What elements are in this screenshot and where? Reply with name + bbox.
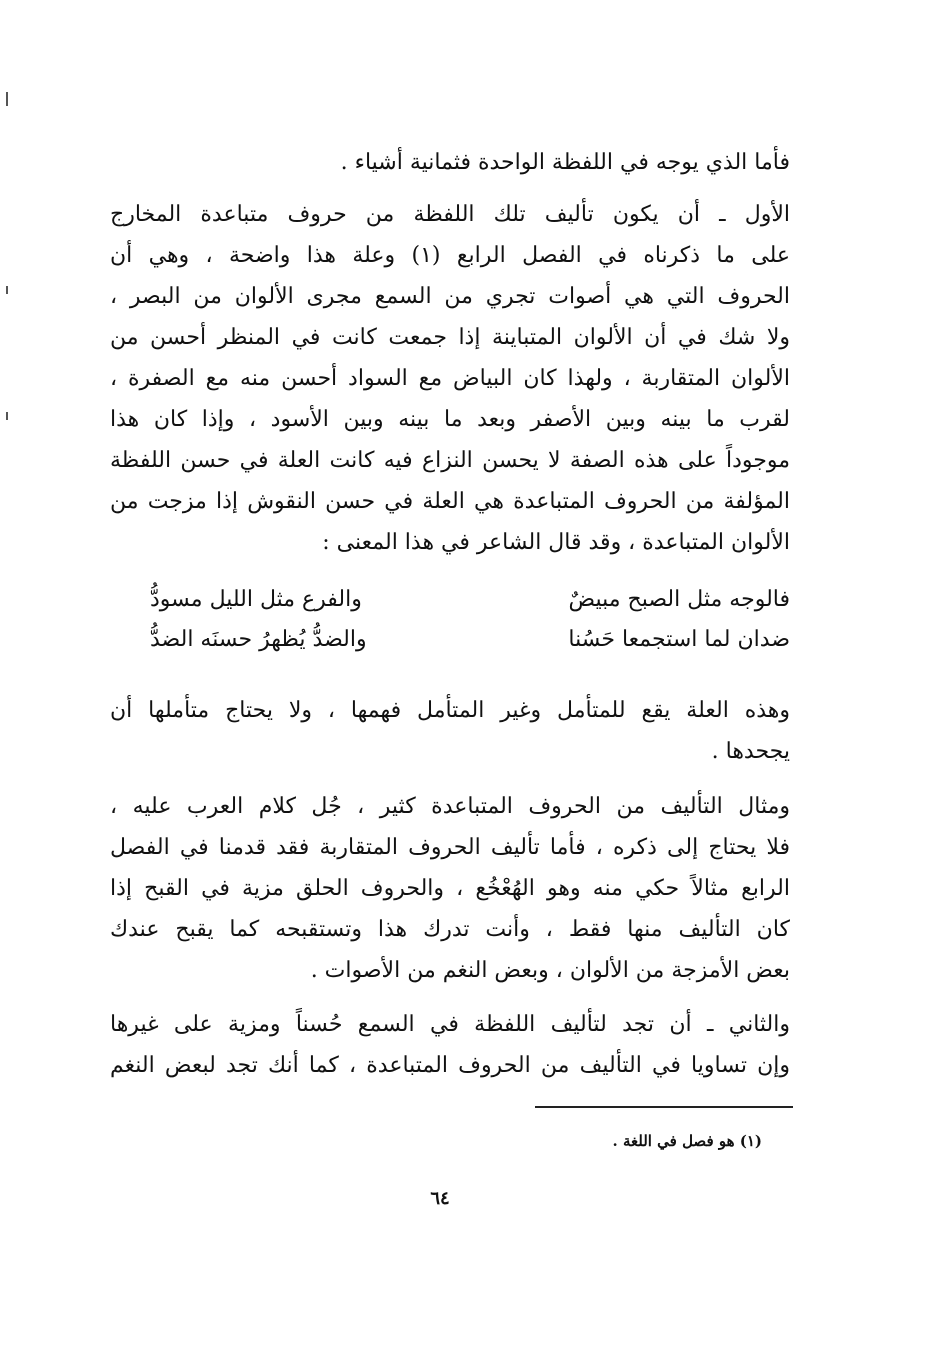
- text-line: ومثال التأليف من الحروف المتباعدة كثير ، جُل كلام العرب عليه ،: [110, 794, 790, 819]
- margin-mark: [6, 286, 8, 294]
- text-line: على ما ذكرناه في الفصل الرابع (١) وعلة هذا واضحة ، وهي أن: [110, 243, 790, 268]
- text-line: ولا شك في أن الألوان المتباينة إذا جمعت كانت في المنظر أحسن من: [110, 325, 790, 350]
- text-line: كان التأليف منها فقط ، وأنت تدرك هذا وتستقبحه كما يقبح عندك: [110, 917, 790, 942]
- verse-second-hemistich: والضدُّ يُظهرُ حسنَه الضدُّ: [150, 627, 367, 652]
- text-line: بعض الأمزجة من الألوان ، وبعض النغم من الأصوات .: [310, 958, 790, 983]
- text-line: الرابع مثالاً حكي منه وهو الهُعْخُع ، والحروف الحلق مزية في القبح إذا: [110, 876, 790, 901]
- paragraph-example: [110, 786, 790, 991]
- verse-first-hemistich: فالوجه مثل الصبح مبيضٌ: [568, 587, 790, 612]
- text-line: الألوان المتقاربة ، ولهذا كان البياض مع السواد أحسن منه مع الصفرة ،: [110, 366, 790, 391]
- intro-paragraph: [110, 142, 790, 183]
- text-line: وهذه العلة يقع للمتأمل وغير المتأمل فهمها ، ولا يحتاج متأملها أن: [110, 698, 790, 723]
- footnote: (١) هو فصل في اللغة .: [612, 1132, 762, 1150]
- paragraph-reason: [110, 690, 790, 772]
- poem-verse: [150, 620, 790, 660]
- poem-verses: [150, 580, 790, 660]
- text-line: المؤلفة من الحروف المتباعدة هي العلة في حسن النقوش إذا مزجت من: [110, 489, 790, 514]
- margin-mark: [6, 412, 8, 420]
- text-line: والثاني ـ أن تجد لتأليف اللفظة في السمع حُسناً ومزية على غيرها: [110, 1012, 790, 1037]
- verse-first-hemistich: ضدان لما استجمعا حَسُنا: [568, 627, 790, 652]
- text-line: وإن تساويا في التأليف من الحروف المتباعدة ، كما أنك تجد لبعض النغم: [110, 1053, 790, 1078]
- margin-mark: [6, 92, 8, 106]
- text-line: الحروف التي هي أصوات تجري من السمع مجرى الألوان من البصر ،: [110, 284, 790, 309]
- paragraph-first-point: [110, 194, 790, 563]
- text-line: فلا يحتاج إلى ذكره ، فأما تأليف الحروف المتقاربة فقد قدمنا في الفصل: [110, 835, 790, 860]
- page-number: ٦٤: [430, 1188, 450, 1209]
- footnote-divider: [535, 1106, 793, 1108]
- poem-verse: [150, 580, 790, 620]
- text-line: موجوداً على هذه الصفة لا يحسن النزاع فيه كانت العلة في حسن اللفظة: [110, 448, 790, 473]
- text-line: لقرب ما بينه وبين الأصفر وبعد ما بينه وبين الأسود ، وإذا كان هذا: [110, 407, 790, 432]
- text-line: يجحدها .: [711, 739, 790, 764]
- text-line: الألوان المتباعدة ، وقد قال الشاعر في هذا المعنى :: [322, 530, 790, 555]
- verse-second-hemistich: والفرع مثل الليل مسودُّ: [150, 587, 362, 612]
- text-line: فأما الذي يوجه في اللفظة الواحدة فثمانية أشياء .: [340, 150, 790, 175]
- paragraph-second-point: [110, 1004, 790, 1086]
- text-line: الأول ـ أن يكون تأليف تلك اللفظة من حروف متباعدة المخارج: [110, 202, 790, 227]
